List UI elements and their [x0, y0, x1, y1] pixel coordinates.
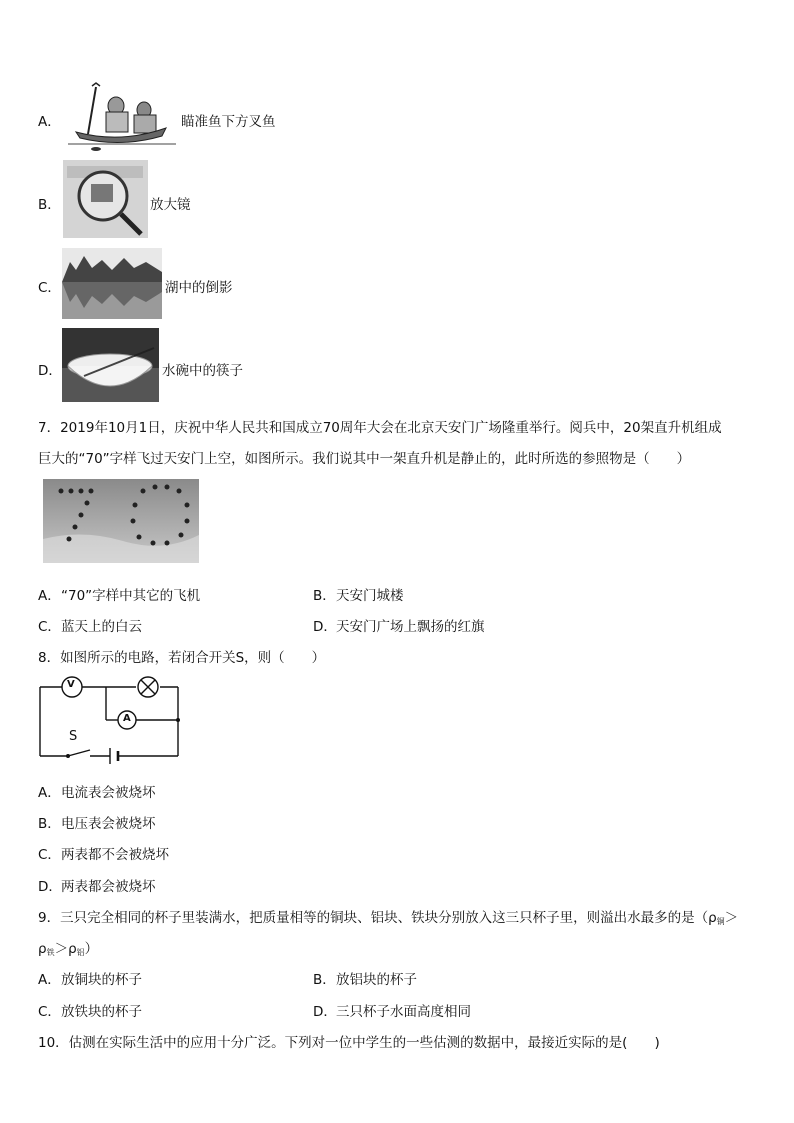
- circuit-diagram: [38, 674, 184, 764]
- option-letter: C．: [38, 619, 61, 635]
- option-letter: B．: [38, 197, 61, 213]
- option-letter: B．: [313, 588, 336, 604]
- option-text: 水碗中的筷子: [162, 363, 243, 379]
- option-letter: A．: [38, 588, 61, 604]
- option-text: 瞄准鱼下方叉鱼: [181, 114, 276, 130]
- question-9-stem-line-2: $\rho_铁>\rho_铝$）: [38, 941, 99, 957]
- question-10-stem: 10．估测在实际生活中的应用十分广泛。下列对一位中学生的一些估测的数据中，最接近实际的是( ): [38, 1035, 660, 1051]
- question-9-stem-line-1: 9．三只完全相同的杯子里装满水，把质量相等的铜块、铝块、铁块分别放入这三只杯子里，则溢出水最多的是（$\rho_铜>$: [38, 910, 739, 926]
- question-8-stem: 8．如图所示的电路，若闭合开关S，则（ ）: [38, 650, 326, 666]
- option-letter: D．: [313, 619, 337, 635]
- option-letter: C．: [38, 280, 61, 296]
- option-text: “70”字样中其它的飞机: [61, 588, 201, 604]
- option-letter: A．: [38, 972, 61, 988]
- lake-reflection-image: [62, 248, 162, 319]
- option-text: 放铝块的杯子: [336, 972, 417, 988]
- option-letter: C．: [38, 1004, 61, 1020]
- option-letter: D．: [313, 1004, 337, 1020]
- magnifier-image: [63, 160, 148, 238]
- option-letter: B．: [38, 816, 61, 832]
- option-text: 蓝天上的白云: [61, 619, 142, 635]
- option-text: 电压表会被烧坏: [61, 816, 156, 832]
- option-text: 放铜块的杯子: [61, 972, 142, 988]
- option-letter: A．: [38, 785, 61, 801]
- option-text: 两表都不会被烧坏: [61, 847, 169, 863]
- option-letter: C．: [38, 847, 61, 863]
- option-text: 放铁块的杯子: [61, 1004, 142, 1020]
- option-letter: B．: [313, 972, 336, 988]
- switch-label: S: [69, 729, 78, 744]
- option-text: 天安门城楼: [336, 588, 404, 604]
- option-letter: A．: [38, 114, 61, 130]
- question-7-stem-line-1: 7．2019年10月1日，庆祝中华人民共和国成立70周年大会在北京天安门广场隆重举行。阅兵中，20架直升机组成: [38, 420, 722, 436]
- option-text: 两表都会被烧坏: [61, 879, 156, 895]
- option-text: 三只杯子水面高度相同: [336, 1004, 471, 1020]
- fishing-image: [66, 82, 178, 154]
- option-text: 天安门广场上飘扬的红旗: [336, 619, 485, 635]
- helicopter-formation-image: [43, 479, 199, 563]
- option-text: 放大镜: [150, 197, 191, 213]
- ammeter-label: A: [123, 713, 131, 724]
- option-letter: D．: [38, 879, 62, 895]
- option-letter: D．: [38, 363, 62, 379]
- voltmeter-label: V: [67, 679, 75, 690]
- option-text: 湖中的倒影: [165, 280, 233, 296]
- bowl-chopsticks-image: [62, 328, 159, 402]
- question-7-stem-line-2: 巨大的“70”字样飞过天安门上空，如图所示。我们说其中一架直升机是静止的，此时所选的参照物是（ ）: [38, 451, 691, 467]
- option-text: 电流表会被烧坏: [61, 785, 156, 801]
